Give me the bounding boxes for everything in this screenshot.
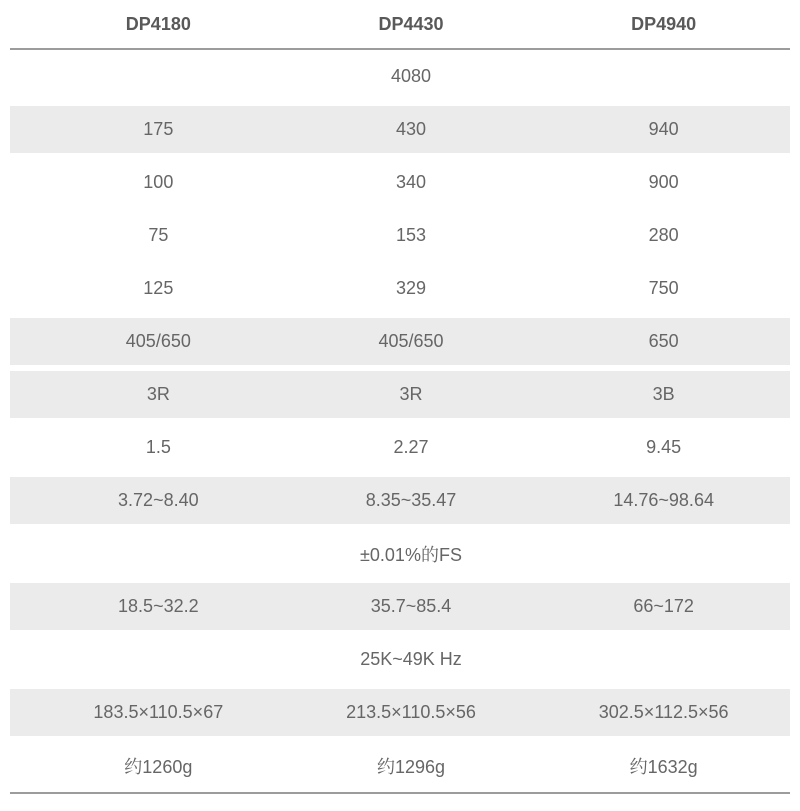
table-cell: 18.5~32.2 bbox=[118, 596, 199, 616]
table-cell: 125 bbox=[143, 278, 174, 298]
table-cell: 302.5×112.5×56 bbox=[598, 702, 729, 722]
spec-comparison-table bbox=[10, 0, 790, 794]
table-cell: 1.5 bbox=[145, 437, 171, 457]
table-row bbox=[10, 633, 790, 686]
table-cell: 35.7~85.4 bbox=[370, 596, 452, 616]
table-cell: 280 bbox=[648, 225, 679, 245]
table-cell: 405/650 bbox=[125, 331, 191, 351]
table-cell: 183.5×110.5×67 bbox=[93, 702, 224, 722]
column-header-dp4940: DP4940 bbox=[631, 13, 697, 34]
table-row bbox=[10, 50, 790, 103]
table-row bbox=[10, 315, 790, 368]
table-cell: 940 bbox=[648, 119, 679, 139]
table-row bbox=[10, 262, 790, 315]
table-row bbox=[10, 209, 790, 262]
table-cell: 900 bbox=[648, 172, 679, 192]
table-cell: 3R bbox=[399, 384, 423, 404]
table-cell: 66~172 bbox=[633, 596, 694, 616]
table-cell: 3R bbox=[146, 384, 170, 404]
table-cell: 75 bbox=[148, 225, 169, 245]
column-header-dp4180: DP4180 bbox=[125, 13, 191, 34]
table-cell: 3.72~8.40 bbox=[118, 490, 199, 510]
footer-divider bbox=[10, 792, 790, 794]
table-row bbox=[10, 739, 790, 792]
table-cell: 650 bbox=[648, 331, 679, 351]
table-cell: 430 bbox=[395, 119, 427, 139]
table-cell: 175 bbox=[143, 119, 174, 139]
table-row bbox=[10, 421, 790, 474]
table-row bbox=[10, 686, 790, 739]
table-cell: 3B bbox=[652, 384, 675, 404]
table-cell: 213.5×110.5×56 bbox=[346, 702, 476, 722]
table-row bbox=[10, 103, 790, 156]
table-cell: 9.45 bbox=[646, 437, 682, 457]
table-header-row bbox=[10, 0, 790, 48]
table-cell: 405/650 bbox=[378, 331, 444, 351]
table-cell: 100 bbox=[143, 172, 174, 192]
table-cell: 25K~49K Hz bbox=[360, 649, 462, 669]
table-cell: 153 bbox=[395, 225, 427, 245]
table-cell: 约1260g bbox=[124, 756, 193, 777]
table-cell: 约1296g bbox=[376, 756, 446, 777]
table-row bbox=[10, 527, 790, 580]
table-row bbox=[10, 156, 790, 209]
table-cell: 8.35~35.47 bbox=[365, 490, 457, 510]
table-cell: 约1632g bbox=[629, 756, 698, 777]
column-header-dp4430: DP4430 bbox=[378, 13, 444, 34]
table-row bbox=[10, 580, 790, 633]
table-cell: 340 bbox=[395, 172, 427, 192]
table-row bbox=[10, 474, 790, 527]
table-cell: 2.27 bbox=[393, 437, 429, 457]
table-cell: 329 bbox=[395, 278, 427, 298]
table-cell: 14.76~98.64 bbox=[613, 490, 714, 510]
table-cell: ±0.01%的FS bbox=[360, 544, 462, 565]
table-cell: 4080 bbox=[390, 66, 432, 86]
table-row bbox=[10, 368, 790, 421]
table-cell: 750 bbox=[648, 278, 679, 298]
